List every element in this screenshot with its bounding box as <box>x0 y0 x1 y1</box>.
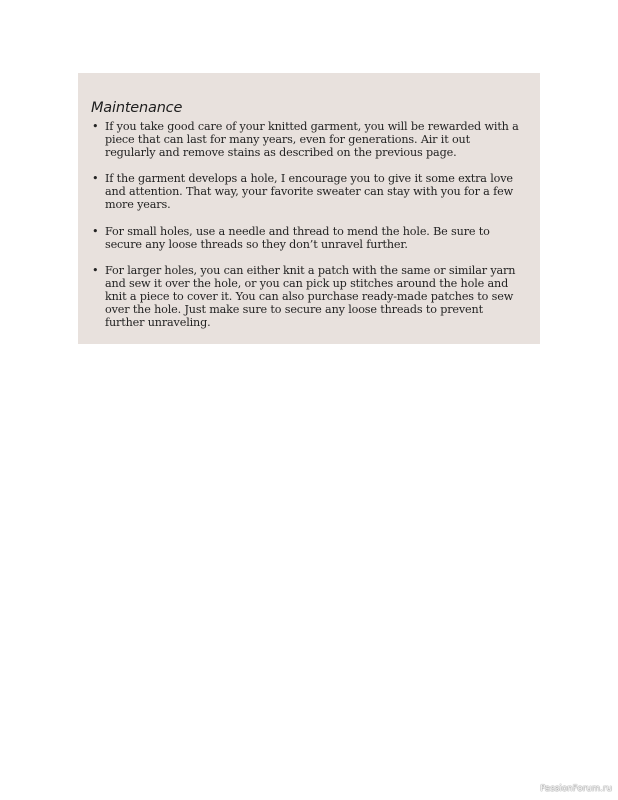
list-item-text: If the garment develops a hole, I encourage you to give it some extra love and attention. That way, your favorite sweater can stay with you for a few more years. <box>105 172 513 212</box>
list-item-text: For small holes, use a needle and thread to mend the hole. Be sure to secure any loose threads so they don’t unravel further. <box>105 224 490 251</box>
bullet-icon: • <box>92 224 99 238</box>
bullet-icon: • <box>92 263 99 277</box>
list-item <box>91 225 522 251</box>
maintenance-box <box>78 73 540 344</box>
list-item-text: If you take good care of your knitted garment, you will be rewarded with a piece that can last for many years, even for generations. Air it out regularly and remove stains as described on the previous page. <box>105 120 519 160</box>
bullet-icon: • <box>92 120 99 133</box>
list-item-text: For larger holes, you can either knit a patch with the same or similar yarn and sew it over the hole, or you can pick up stitches around the hole and knit a piece to cover it. You can also purchase ready-made patches to sew over the hole. Just make sure to secure any loose threads to prevent further unraveling. <box>105 263 516 330</box>
list-item <box>91 264 522 329</box>
list-item <box>91 120 522 159</box>
bullet-icon: • <box>92 172 99 186</box>
maintenance-list <box>91 120 522 329</box>
watermark: PassionForum.ru <box>540 784 612 794</box>
maintenance-heading: Maintenance <box>91 100 183 116</box>
list-item <box>91 172 522 211</box>
